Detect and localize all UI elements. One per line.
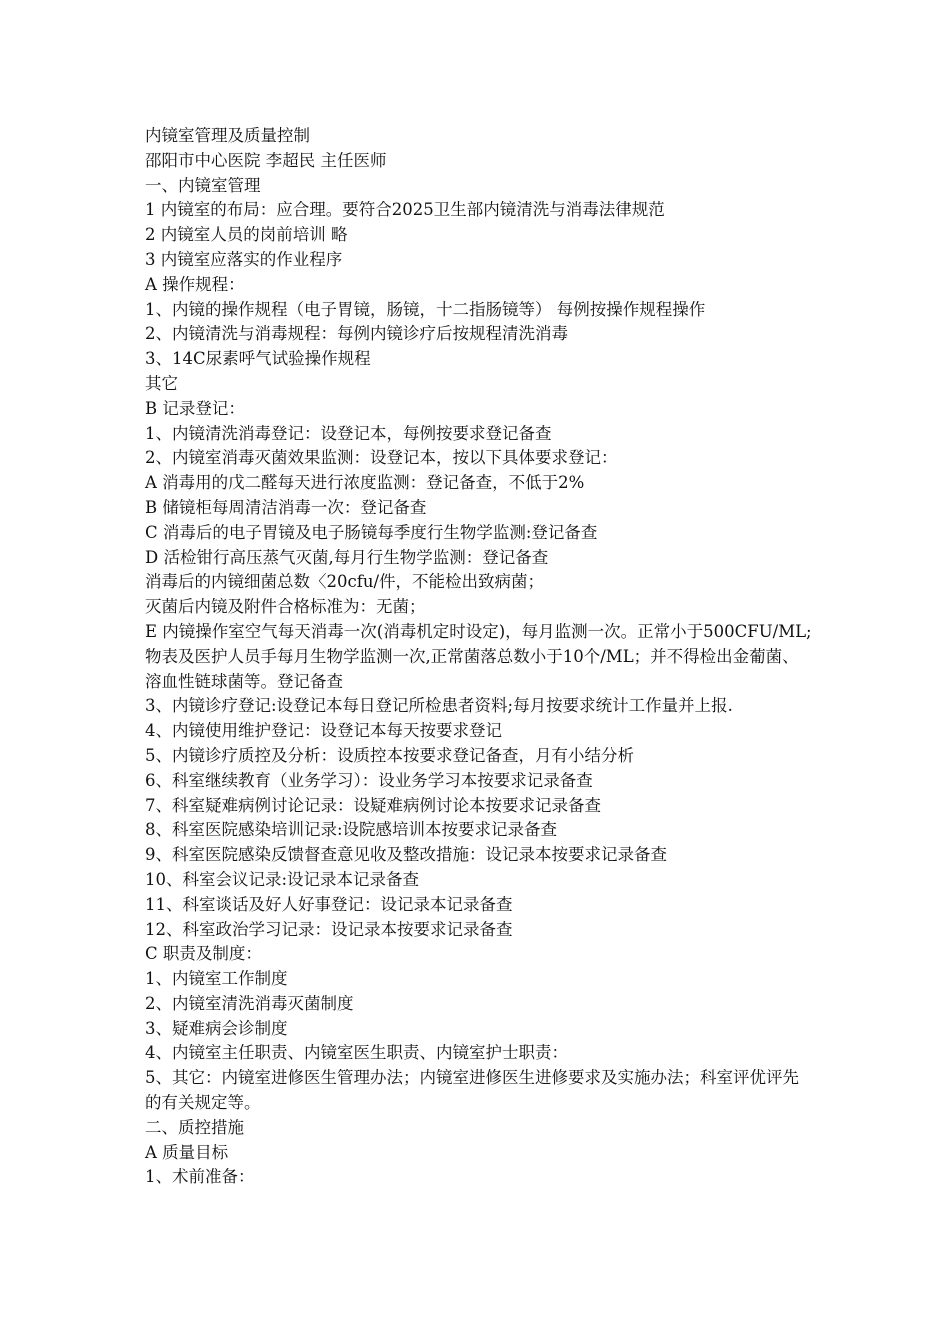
paragraph-line: 11、科室谈话及好人好事登记：设记录本记录备查 (145, 894, 513, 914)
paragraph-line: 1、术前准备： (145, 1167, 255, 1187)
subsection-heading: A 质量目标 (145, 1142, 229, 1162)
paragraph-line: 1、内镜室工作制度 (145, 969, 288, 989)
subsection-heading: A 操作规程： (145, 274, 245, 294)
author-line: 邵阳市中心医院 李超民 主任医师 (145, 150, 387, 170)
paragraph-line: C 消毒后的电子胃镜及电子肠镜每季度行生物学监测:登记备查 (145, 522, 598, 542)
paragraph-line: 其它 (145, 373, 178, 393)
document-title: 内镜室管理及质量控制 (145, 126, 310, 145)
paragraph-line: 10、科室会议记录:设记录本记录备查 (145, 869, 420, 889)
section-heading: 二、质控措施 (145, 1117, 244, 1137)
paragraph-line: A 消毒用的戊二醛每天进行浓度监测：登记备查，不低于2% (145, 473, 585, 493)
paragraph-line: B 储镜柜每周清洁消毒一次：登记备查 (145, 497, 427, 517)
paragraph-line: 1 内镜室的布局：应合理。要符合2025卫生部内镜清洗与消毒法律规范 (145, 200, 665, 220)
paragraph-line: 2 内镜室人员的岗前培训 略 (145, 225, 348, 245)
paragraph-line: 3、14C尿素呼气试验操作规程 (145, 349, 371, 369)
paragraph-line: 消毒后的内镜细菌总数〈20cfu/件，不能检出致病菌； (145, 572, 545, 592)
paragraph-line: 3、内镜诊疗登记:设登记本每日登记所检患者资料;每月按要求统计工作量并上报. (145, 696, 733, 716)
subsection-heading: B 记录登记： (145, 398, 245, 418)
paragraph-line: 7、科室疑难病例讨论记录：设疑难病例讨论本按要求记录备查 (145, 795, 601, 815)
subsection-heading: C 职责及制度： (145, 944, 262, 964)
paragraph-line: 3、疑难病会诊制度 (145, 1018, 288, 1038)
paragraph-line: 3 内镜室应落实的作业程序 (145, 249, 343, 269)
paragraph-line: E 内镜操作室空气每天消毒一次(消毒机定时设定)，每月监测一次。正常小于500CFU/ML;物表及医护人员手每月生物学监测一次,正常菌落总数小于10个/ML；并不得检出金葡菌、溶血性链球菌等。登记备查 (145, 621, 812, 691)
paragraph-line: 4、内镜使用维护登记：设登记本每天按要求登记 (145, 721, 502, 741)
paragraph-line: 8、科室医院感染培训记录:设院感培训本按要求记录备查 (145, 820, 558, 840)
document-body (145, 124, 815, 1190)
paragraph-line: 2、内镜室消毒灭菌效果监测：设登记本，按以下具体要求登记： (145, 448, 618, 468)
paragraph-line: 1、内镜清洗消毒登记：设登记本，每例按要求登记备查 (145, 423, 552, 443)
paragraph-line: 2、内镜清洗与消毒规程：每例内镜诊疗后按规程清洗消毒 (145, 324, 568, 344)
paragraph-line: 1、内镜的操作规程（电子胃镜，肠镜，十二指肠镜等） 每例按操作规程操作 (145, 299, 706, 319)
paragraph-line: 5、其它：内镜室进修医生管理办法；内镜室进修医生进修要求及实施办法；科室评优评先的有关规定等。 (145, 1068, 799, 1113)
paragraph-line: 12、科室政治学习记录：设记录本按要求记录备查 (145, 919, 513, 939)
paragraph-line: 2、内镜室清洗消毒灭菌制度 (145, 993, 354, 1013)
paragraph-line: 6、科室继续教育（业务学习）：设业务学习本按要求记录备查 (145, 770, 593, 790)
paragraph-line: 5、内镜诊疗质控及分析：设质控本按要求登记备查，月有小结分析 (145, 745, 634, 765)
paragraph-line: 9、科室医院感染反馈督查意见收及整改措施：设记录本按要求记录备查 (145, 845, 667, 865)
paragraph-line: D 活检钳行高压蒸气灭菌,每月行生物学监测：登记备查 (145, 547, 549, 567)
paragraph-line: 4、内镜室主任职责、内镜室医生职责、内镜室护士职责： (145, 1043, 568, 1063)
paragraph-line: 灭菌后内镜及附件合格标准为：无菌； (145, 597, 426, 617)
section-heading: 一、内镜室管理 (145, 175, 261, 195)
